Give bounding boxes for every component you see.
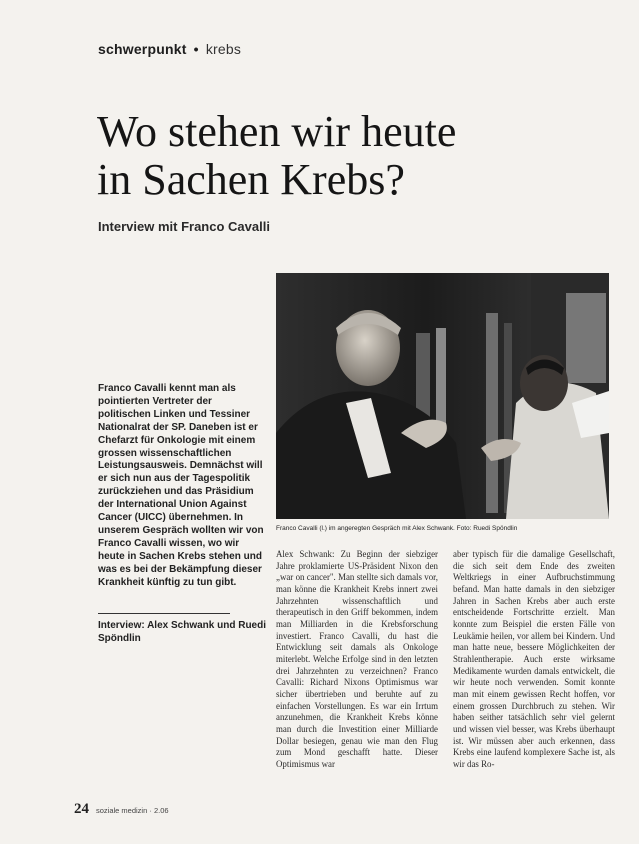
page-title	[97, 108, 617, 204]
journal-issue: soziale medizin · 2.06	[96, 806, 169, 815]
section-kicker	[98, 41, 241, 57]
photo-caption: Franco Cavalli (l.) im angeregten Gespräch mit Alex Schwank. Foto: Ruedi Spöndlin	[276, 525, 518, 532]
page-number: 24	[74, 801, 89, 817]
separator-dot: •	[193, 41, 199, 57]
section-label: schwerpunkt	[98, 41, 187, 57]
body-column-1: Alex Schwank: Zu Beginn der siebziger Jahre proklamierte US-Präsident Nixon den „war on cancer". Man stellte sich damals vor, man könne die Krankheit Krebs innert zwei Jahrzehnten wissenschaftlich und therapeutisch in den Griff bekommen, indem man Milliarden in die Krebsforschung investiert. Franco Cavalli, du hast die Entwicklung seit damals als Onkologe miterlebt. Welche Erfolge sind in den letzten drei Jahrzehnten zu verzeichnen? Franco Cavalli: Richard Nixons Optimismus war sicher übertrieben und beruhte auf zu einfachen Vorstellungen. Es war ein Irrtum anzunehmen, die Krankheit Krebs könne man durch die Investition einer Milliarde Dollar besiegen, genau wie man den Flug zum Mond geschafft hatte. Dieser Optimismus war	[276, 549, 438, 769]
photo-illustration	[276, 273, 609, 519]
interview-subtitle: Interview mit Franco Cavalli	[98, 219, 270, 234]
title-line-1: Wo stehen wir heute	[97, 107, 457, 156]
divider-rule	[98, 613, 230, 614]
topic-label: krebs	[205, 41, 242, 57]
interview-photo	[276, 273, 609, 519]
interview-credits: Interview: Alex Schwank und Ruedi Spöndlin	[98, 620, 266, 644]
intro-paragraph: Franco Cavalli kennt man als pointierten Vertreter der politischen Linken und Tessiner Nationalrat der SP. Daneben ist er Chefarzt für Onkologie mit einem grossen wissenschaftlichen Leistungsausweis. Demnächst will er sich nun aus der Tagespolitik zurückziehen und das Präsidium der International Union Against Cancer (UICC) übernehmen. In unserem Gespräch wollten wir von Franco Cavalli wissen, wo wir heute in Sachen Krebs stehen und was es bei der Bekämpfung dieser Krankheit künftig zu tun gibt.	[98, 383, 264, 588]
body-column-2: aber typisch für die damalige Gesellschaft, die sich seit dem Ende des zweiten Weltkriegs in einer Aufbruchstimmung befand. Man hatte damals in den siebziger Jahren in Sachen Krebs aber auch erste entscheidende Fortschritte erzielt. Man konnte zum Beispiel die ersten Fälle von Leukämie heilen, vor allem bei Kindern. Und man hatte neue, bessere Möglichkeiten der Strahlentherapie. Auch erste wirksame Medikamente wurden damals entwickelt, die wir heute noch verwenden. Somit konnte man mit einem gewissen Recht hoffen, vor einem grossen Durchbruch zu stehen. Wir haben seither tatsächlich sehr viel gelernt und wissen viel besser, was Krebs überhaupt ist. Wir müssen aber auch erkennen, dass Krebs eine laufend komplexere Sache ist, als wir das Ro-	[453, 549, 615, 769]
title-line-2: in Sachen Krebs?	[97, 155, 405, 204]
